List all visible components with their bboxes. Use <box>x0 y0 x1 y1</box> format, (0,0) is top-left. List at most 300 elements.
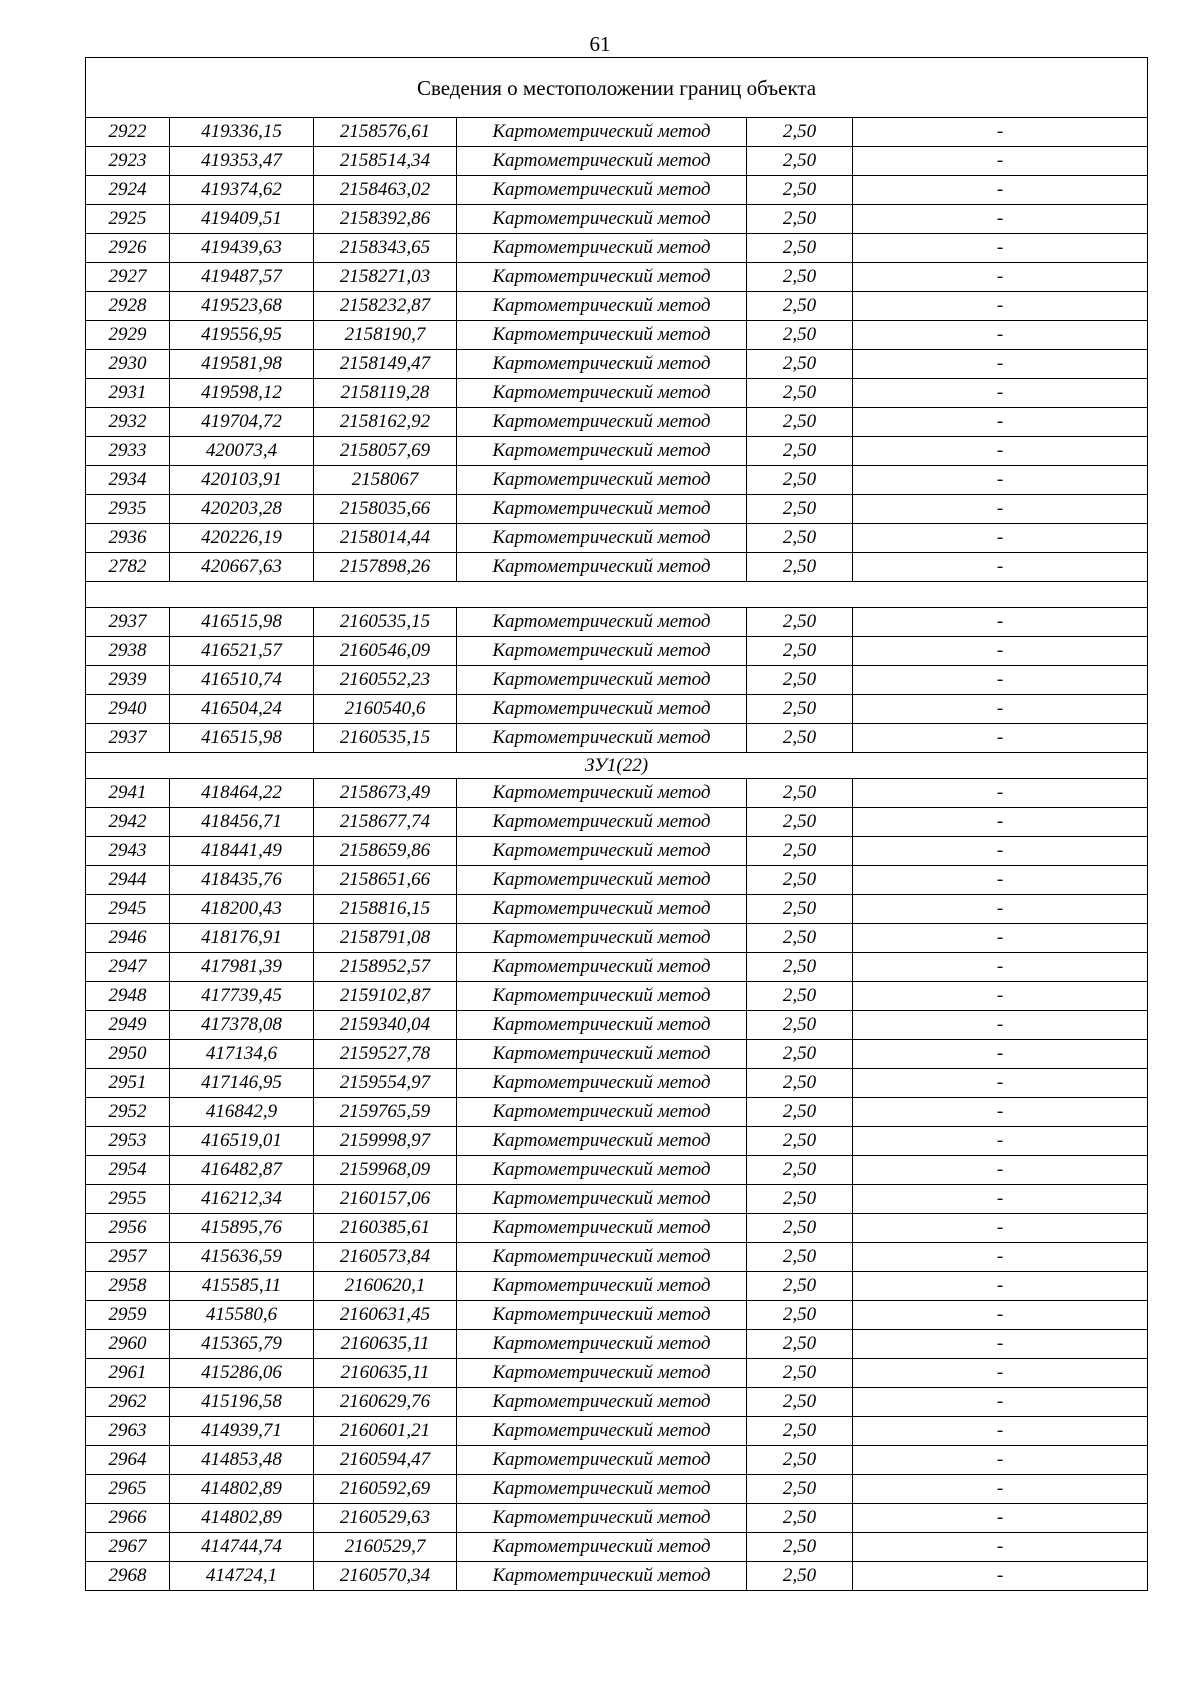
x-coordinate-cell: 416521,57 <box>170 637 314 666</box>
x-coordinate-cell: 419487,57 <box>170 263 314 292</box>
note-cell: - <box>853 1446 1148 1475</box>
table-row <box>86 953 1148 982</box>
point-number-cell: 2927 <box>86 263 170 292</box>
method-cell: Картометрический метод <box>457 1446 747 1475</box>
accuracy-cell: 2,50 <box>747 118 853 147</box>
point-number-cell: 2949 <box>86 1011 170 1040</box>
table-row <box>86 1417 1148 1446</box>
y-coordinate-cell: 2160631,45 <box>314 1301 457 1330</box>
x-coordinate-cell: 418435,76 <box>170 866 314 895</box>
y-coordinate-cell: 2158343,65 <box>314 234 457 263</box>
point-number-cell: 2945 <box>86 895 170 924</box>
table-row <box>86 379 1148 408</box>
note-cell: - <box>853 1504 1148 1533</box>
y-coordinate-cell: 2160535,15 <box>314 608 457 637</box>
table-row <box>86 437 1148 466</box>
x-coordinate-cell: 416842,9 <box>170 1098 314 1127</box>
point-number-cell: 2956 <box>86 1214 170 1243</box>
note-cell: - <box>853 379 1148 408</box>
table-row <box>86 837 1148 866</box>
point-number-cell: 2934 <box>86 466 170 495</box>
y-coordinate-cell: 2159527,78 <box>314 1040 457 1069</box>
note-cell: - <box>853 1475 1148 1504</box>
x-coordinate-cell: 415580,6 <box>170 1301 314 1330</box>
point-number-cell: 2950 <box>86 1040 170 1069</box>
note-cell: - <box>853 895 1148 924</box>
note-cell: - <box>853 1272 1148 1301</box>
point-number-cell: 2959 <box>86 1301 170 1330</box>
point-number-cell: 2937 <box>86 608 170 637</box>
method-cell: Картометрический метод <box>457 1301 747 1330</box>
x-coordinate-cell: 420073,4 <box>170 437 314 466</box>
note-cell: - <box>853 1040 1148 1069</box>
y-coordinate-cell: 2158677,74 <box>314 808 457 837</box>
point-number-cell: 2966 <box>86 1504 170 1533</box>
y-coordinate-cell: 2158392,86 <box>314 205 457 234</box>
accuracy-cell: 2,50 <box>747 1562 853 1591</box>
accuracy-cell: 2,50 <box>747 379 853 408</box>
method-cell: Картометрический метод <box>457 1475 747 1504</box>
note-cell: - <box>853 147 1148 176</box>
table-row <box>86 1098 1148 1127</box>
y-coordinate-cell: 2157898,26 <box>314 553 457 582</box>
note-cell: - <box>853 866 1148 895</box>
table-row <box>86 608 1148 637</box>
method-cell: Картометрический метод <box>457 205 747 234</box>
x-coordinate-cell: 419556,95 <box>170 321 314 350</box>
method-cell: Картометрический метод <box>457 866 747 895</box>
table-row <box>86 666 1148 695</box>
point-number-cell: 2922 <box>86 118 170 147</box>
point-number-cell: 2924 <box>86 176 170 205</box>
accuracy-cell: 2,50 <box>747 350 853 379</box>
accuracy-cell: 2,50 <box>747 1475 853 1504</box>
table-row <box>86 1475 1148 1504</box>
method-cell: Картометрический метод <box>457 1127 747 1156</box>
table-row <box>86 1330 1148 1359</box>
table-row <box>86 1127 1148 1156</box>
section-label: ЗУ1(22) <box>86 753 1148 779</box>
method-cell: Картометрический метод <box>457 1272 747 1301</box>
x-coordinate-cell: 417981,39 <box>170 953 314 982</box>
point-number-cell: 2932 <box>86 408 170 437</box>
accuracy-cell: 2,50 <box>747 1388 853 1417</box>
point-number-cell: 2929 <box>86 321 170 350</box>
table-row <box>86 292 1148 321</box>
x-coordinate-cell: 415365,79 <box>170 1330 314 1359</box>
method-cell: Картометрический метод <box>457 1069 747 1098</box>
accuracy-cell: 2,50 <box>747 808 853 837</box>
x-coordinate-cell: 416504,24 <box>170 695 314 724</box>
table-row <box>86 1243 1148 1272</box>
accuracy-cell: 2,50 <box>747 924 853 953</box>
x-coordinate-cell: 417146,95 <box>170 1069 314 1098</box>
note-cell: - <box>853 292 1148 321</box>
accuracy-cell: 2,50 <box>747 1446 853 1475</box>
note-cell: - <box>853 779 1148 808</box>
note-cell: - <box>853 234 1148 263</box>
point-number-cell: 2944 <box>86 866 170 895</box>
accuracy-cell: 2,50 <box>747 263 853 292</box>
point-number-cell: 2963 <box>86 1417 170 1446</box>
accuracy-cell: 2,50 <box>747 895 853 924</box>
point-number-cell: 2940 <box>86 695 170 724</box>
method-cell: Картометрический метод <box>457 234 747 263</box>
note-cell: - <box>853 1243 1148 1272</box>
x-coordinate-cell: 420103,91 <box>170 466 314 495</box>
table-row <box>86 408 1148 437</box>
method-cell: Картометрический метод <box>457 1098 747 1127</box>
method-cell: Картометрический метод <box>457 524 747 553</box>
y-coordinate-cell: 2160529,7 <box>314 1533 457 1562</box>
method-cell: Картометрический метод <box>457 895 747 924</box>
note-cell: - <box>853 666 1148 695</box>
point-number-cell: 2951 <box>86 1069 170 1098</box>
point-number-cell: 2964 <box>86 1446 170 1475</box>
method-cell: Картометрический метод <box>457 1156 747 1185</box>
accuracy-cell: 2,50 <box>747 1069 853 1098</box>
y-coordinate-cell: 2158014,44 <box>314 524 457 553</box>
point-number-cell: 2948 <box>86 982 170 1011</box>
table-row <box>86 321 1148 350</box>
note-cell: - <box>853 350 1148 379</box>
y-coordinate-cell: 2158067 <box>314 466 457 495</box>
note-cell: - <box>853 724 1148 753</box>
method-cell: Картометрический метод <box>457 263 747 292</box>
y-coordinate-cell: 2158576,61 <box>314 118 457 147</box>
x-coordinate-cell: 419336,15 <box>170 118 314 147</box>
x-coordinate-cell: 417739,45 <box>170 982 314 1011</box>
x-coordinate-cell: 414802,89 <box>170 1504 314 1533</box>
table-row <box>86 1301 1148 1330</box>
note-cell: - <box>853 524 1148 553</box>
accuracy-cell: 2,50 <box>747 1533 853 1562</box>
point-number-cell: 2957 <box>86 1243 170 1272</box>
x-coordinate-cell: 420667,63 <box>170 553 314 582</box>
method-cell: Картометрический метод <box>457 321 747 350</box>
point-number-cell: 2953 <box>86 1127 170 1156</box>
point-number-cell: 2933 <box>86 437 170 466</box>
point-number-cell: 2923 <box>86 147 170 176</box>
method-cell: Картометрический метод <box>457 1388 747 1417</box>
point-number-cell: 2939 <box>86 666 170 695</box>
y-coordinate-cell: 2160601,21 <box>314 1417 457 1446</box>
point-number-cell: 2960 <box>86 1330 170 1359</box>
accuracy-cell: 2,50 <box>747 1185 853 1214</box>
accuracy-cell: 2,50 <box>747 953 853 982</box>
table-row <box>86 1069 1148 1098</box>
table-row <box>86 1011 1148 1040</box>
x-coordinate-cell: 419409,51 <box>170 205 314 234</box>
x-coordinate-cell: 415286,06 <box>170 1359 314 1388</box>
note-cell: - <box>853 1185 1148 1214</box>
method-cell: Картометрический метод <box>457 1417 747 1446</box>
accuracy-cell: 2,50 <box>747 1330 853 1359</box>
x-coordinate-cell: 420226,19 <box>170 524 314 553</box>
x-coordinate-cell: 415636,59 <box>170 1243 314 1272</box>
table-row <box>86 205 1148 234</box>
table-row <box>86 1359 1148 1388</box>
y-coordinate-cell: 2158057,69 <box>314 437 457 466</box>
table-row <box>86 1388 1148 1417</box>
note-cell: - <box>853 953 1148 982</box>
x-coordinate-cell: 419353,47 <box>170 147 314 176</box>
x-coordinate-cell: 419374,62 <box>170 176 314 205</box>
x-coordinate-cell: 415895,76 <box>170 1214 314 1243</box>
note-cell: - <box>853 1533 1148 1562</box>
table-row <box>86 724 1148 753</box>
method-cell: Картометрический метод <box>457 1011 747 1040</box>
method-cell: Картометрический метод <box>457 1330 747 1359</box>
method-cell: Картометрический метод <box>457 1040 747 1069</box>
note-cell: - <box>853 1417 1148 1446</box>
note-cell: - <box>853 1011 1148 1040</box>
accuracy-cell: 2,50 <box>747 147 853 176</box>
y-coordinate-cell: 2160546,09 <box>314 637 457 666</box>
table-row <box>86 495 1148 524</box>
method-cell: Картометрический метод <box>457 118 747 147</box>
accuracy-cell: 2,50 <box>747 1417 853 1446</box>
accuracy-cell: 2,50 <box>747 234 853 263</box>
note-cell: - <box>853 1127 1148 1156</box>
accuracy-cell: 2,50 <box>747 1301 853 1330</box>
table-row <box>86 1156 1148 1185</box>
x-coordinate-cell: 418464,22 <box>170 779 314 808</box>
table-row <box>86 553 1148 582</box>
point-number-cell: 2938 <box>86 637 170 666</box>
note-cell: - <box>853 1156 1148 1185</box>
method-cell: Картометрический метод <box>457 695 747 724</box>
table-row <box>86 1185 1148 1214</box>
x-coordinate-cell: 414853,48 <box>170 1446 314 1475</box>
table-row <box>86 118 1148 147</box>
table-row <box>86 1446 1148 1475</box>
method-cell: Картометрический метод <box>457 350 747 379</box>
note-cell: - <box>853 495 1148 524</box>
table-title-row <box>86 58 1148 118</box>
table-body <box>86 58 1148 1591</box>
y-coordinate-cell: 2160570,34 <box>314 1562 457 1591</box>
y-coordinate-cell: 2160635,11 <box>314 1330 457 1359</box>
table-row <box>86 808 1148 837</box>
y-coordinate-cell: 2158271,03 <box>314 263 457 292</box>
y-coordinate-cell: 2159968,09 <box>314 1156 457 1185</box>
method-cell: Картометрический метод <box>457 1533 747 1562</box>
table-row <box>86 1214 1148 1243</box>
table-row <box>86 982 1148 1011</box>
accuracy-cell: 2,50 <box>747 1243 853 1272</box>
y-coordinate-cell: 2158463,02 <box>314 176 457 205</box>
note-cell: - <box>853 1301 1148 1330</box>
note-cell: - <box>853 1359 1148 1388</box>
y-coordinate-cell: 2160592,69 <box>314 1475 457 1504</box>
y-coordinate-cell: 2160594,47 <box>314 1446 457 1475</box>
accuracy-cell: 2,50 <box>747 408 853 437</box>
accuracy-cell: 2,50 <box>747 1127 853 1156</box>
method-cell: Картометрический метод <box>457 779 747 808</box>
accuracy-cell: 2,50 <box>747 176 853 205</box>
point-number-cell: 2961 <box>86 1359 170 1388</box>
method-cell: Картометрический метод <box>457 495 747 524</box>
x-coordinate-cell: 418200,43 <box>170 895 314 924</box>
point-number-cell: 2782 <box>86 553 170 582</box>
method-cell: Картометрический метод <box>457 808 747 837</box>
accuracy-cell: 2,50 <box>747 524 853 553</box>
point-number-cell: 2967 <box>86 1533 170 1562</box>
point-number-cell: 2943 <box>86 837 170 866</box>
table-row <box>86 176 1148 205</box>
method-cell: Картометрический метод <box>457 553 747 582</box>
point-number-cell: 2946 <box>86 924 170 953</box>
accuracy-cell: 2,50 <box>747 982 853 1011</box>
note-cell: - <box>853 553 1148 582</box>
table-row <box>86 1533 1148 1562</box>
x-coordinate-cell: 419439,63 <box>170 234 314 263</box>
method-cell: Картометрический метод <box>457 1504 747 1533</box>
accuracy-cell: 2,50 <box>747 1098 853 1127</box>
y-coordinate-cell: 2158791,08 <box>314 924 457 953</box>
note-cell: - <box>853 1562 1148 1591</box>
y-coordinate-cell: 2160552,23 <box>314 666 457 695</box>
note-cell: - <box>853 408 1148 437</box>
table-row <box>86 1272 1148 1301</box>
section-header-row <box>86 753 1148 779</box>
note-cell: - <box>853 466 1148 495</box>
point-number-cell: 2942 <box>86 808 170 837</box>
method-cell: Картометрический метод <box>457 379 747 408</box>
table-row <box>86 1040 1148 1069</box>
method-cell: Картометрический метод <box>457 953 747 982</box>
y-coordinate-cell: 2159340,04 <box>314 1011 457 1040</box>
x-coordinate-cell: 417378,08 <box>170 1011 314 1040</box>
accuracy-cell: 2,50 <box>747 321 853 350</box>
table-row <box>86 263 1148 292</box>
y-coordinate-cell: 2160529,63 <box>314 1504 457 1533</box>
y-coordinate-cell: 2158514,34 <box>314 147 457 176</box>
y-coordinate-cell: 2158119,28 <box>314 379 457 408</box>
note-cell: - <box>853 1098 1148 1127</box>
point-number-cell: 2936 <box>86 524 170 553</box>
table-row <box>86 466 1148 495</box>
blank-separator-cell <box>86 582 1148 608</box>
method-cell: Картометрический метод <box>457 408 747 437</box>
method-cell: Картометрический метод <box>457 466 747 495</box>
table-row <box>86 350 1148 379</box>
y-coordinate-cell: 2160635,11 <box>314 1359 457 1388</box>
note-cell: - <box>853 176 1148 205</box>
y-coordinate-cell: 2158651,66 <box>314 866 457 895</box>
y-coordinate-cell: 2158162,92 <box>314 408 457 437</box>
y-coordinate-cell: 2160629,76 <box>314 1388 457 1417</box>
table-row <box>86 924 1148 953</box>
method-cell: Картометрический метод <box>457 637 747 666</box>
x-coordinate-cell: 415585,11 <box>170 1272 314 1301</box>
method-cell: Картометрический метод <box>457 176 747 205</box>
note-cell: - <box>853 637 1148 666</box>
accuracy-cell: 2,50 <box>747 779 853 808</box>
x-coordinate-cell: 415196,58 <box>170 1388 314 1417</box>
note-cell: - <box>853 837 1148 866</box>
method-cell: Картометрический метод <box>457 1185 747 1214</box>
accuracy-cell: 2,50 <box>747 553 853 582</box>
y-coordinate-cell: 2158952,57 <box>314 953 457 982</box>
method-cell: Картометрический метод <box>457 666 747 695</box>
x-coordinate-cell: 418176,91 <box>170 924 314 953</box>
y-coordinate-cell: 2159102,87 <box>314 982 457 1011</box>
accuracy-cell: 2,50 <box>747 1011 853 1040</box>
note-cell: - <box>853 437 1148 466</box>
accuracy-cell: 2,50 <box>747 1272 853 1301</box>
accuracy-cell: 2,50 <box>747 1504 853 1533</box>
note-cell: - <box>853 321 1148 350</box>
table-row <box>86 1504 1148 1533</box>
accuracy-cell: 2,50 <box>747 695 853 724</box>
x-coordinate-cell: 416519,01 <box>170 1127 314 1156</box>
accuracy-cell: 2,50 <box>747 1040 853 1069</box>
y-coordinate-cell: 2158816,15 <box>314 895 457 924</box>
x-coordinate-cell: 416510,74 <box>170 666 314 695</box>
method-cell: Картометрический метод <box>457 147 747 176</box>
method-cell: Картометрический метод <box>457 924 747 953</box>
point-number-cell: 2965 <box>86 1475 170 1504</box>
x-coordinate-cell: 416212,34 <box>170 1185 314 1214</box>
accuracy-cell: 2,50 <box>747 437 853 466</box>
x-coordinate-cell: 418441,49 <box>170 837 314 866</box>
point-number-cell: 2962 <box>86 1388 170 1417</box>
method-cell: Картометрический метод <box>457 1214 747 1243</box>
accuracy-cell: 2,50 <box>747 205 853 234</box>
method-cell: Картометрический метод <box>457 1243 747 1272</box>
x-coordinate-cell: 418456,71 <box>170 808 314 837</box>
x-coordinate-cell: 414802,89 <box>170 1475 314 1504</box>
y-coordinate-cell: 2159765,59 <box>314 1098 457 1127</box>
note-cell: - <box>853 205 1148 234</box>
accuracy-cell: 2,50 <box>747 1214 853 1243</box>
point-number-cell: 2931 <box>86 379 170 408</box>
accuracy-cell: 2,50 <box>747 495 853 524</box>
note-cell: - <box>853 808 1148 837</box>
note-cell: - <box>853 608 1148 637</box>
note-cell: - <box>853 1214 1148 1243</box>
method-cell: Картометрический метод <box>457 437 747 466</box>
method-cell: Картометрический метод <box>457 982 747 1011</box>
method-cell: Картометрический метод <box>457 837 747 866</box>
note-cell: - <box>853 1388 1148 1417</box>
y-coordinate-cell: 2160573,84 <box>314 1243 457 1272</box>
x-coordinate-cell: 416482,87 <box>170 1156 314 1185</box>
table-row <box>86 234 1148 263</box>
accuracy-cell: 2,50 <box>747 637 853 666</box>
y-coordinate-cell: 2158035,66 <box>314 495 457 524</box>
y-coordinate-cell: 2160385,61 <box>314 1214 457 1243</box>
point-number-cell: 2955 <box>86 1185 170 1214</box>
x-coordinate-cell: 417134,6 <box>170 1040 314 1069</box>
accuracy-cell: 2,50 <box>747 1156 853 1185</box>
x-coordinate-cell: 414744,74 <box>170 1533 314 1562</box>
boundary-coordinates-table <box>85 57 1148 1591</box>
method-cell: Картометрический метод <box>457 608 747 637</box>
x-coordinate-cell: 416515,98 <box>170 724 314 753</box>
note-cell: - <box>853 695 1148 724</box>
x-coordinate-cell: 419581,98 <box>170 350 314 379</box>
x-coordinate-cell: 419704,72 <box>170 408 314 437</box>
note-cell: - <box>853 1330 1148 1359</box>
point-number-cell: 2968 <box>86 1562 170 1591</box>
note-cell: - <box>853 118 1148 147</box>
accuracy-cell: 2,50 <box>747 724 853 753</box>
point-number-cell: 2935 <box>86 495 170 524</box>
y-coordinate-cell: 2159998,97 <box>314 1127 457 1156</box>
